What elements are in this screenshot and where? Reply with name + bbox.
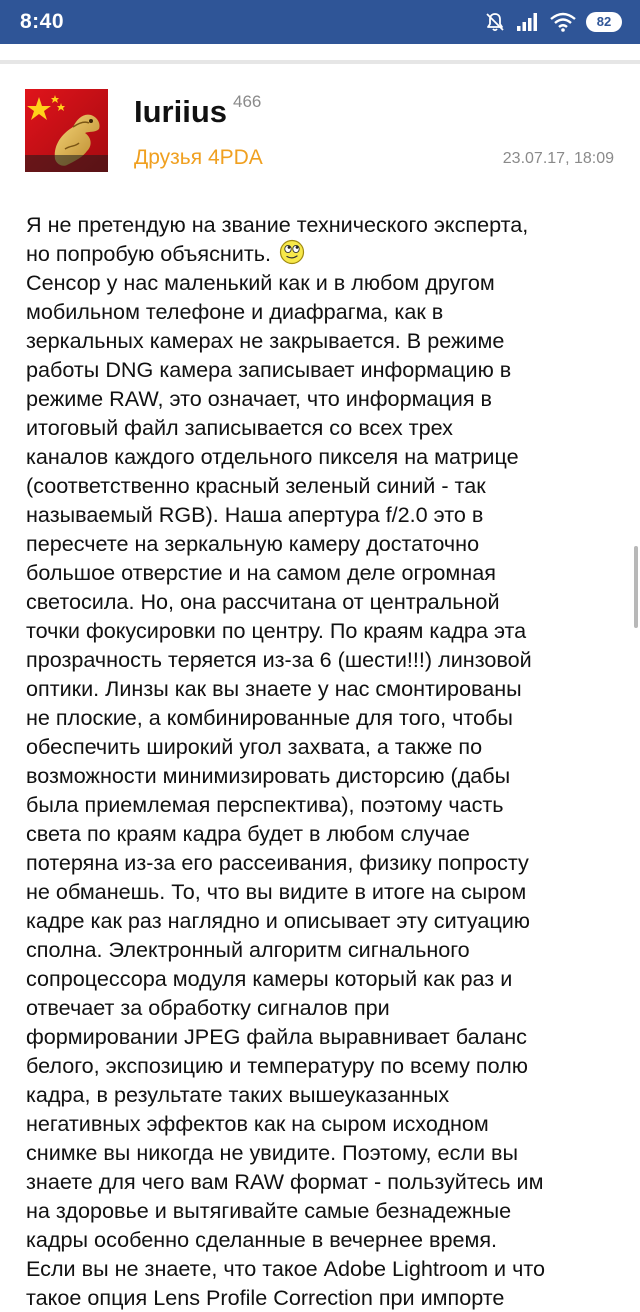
mute-bell-icon xyxy=(484,11,506,33)
status-bar xyxy=(0,0,640,44)
post-text-line: Если вы не знаете, что такое Adobe Lightroom и что xyxy=(26,1256,546,1281)
scrollbar-thumb[interactable] xyxy=(634,546,638,628)
post-date: 23.07.17, 18:09 xyxy=(502,150,614,167)
post-text-line: белого, экспозицию и температуру по всему полю xyxy=(26,1053,528,1078)
post-text-line: была приемлемая перспектива), поэтому часть xyxy=(26,792,504,817)
post-text-line: знаете для чего вам RAW формат - пользуйтесь им xyxy=(26,1169,544,1194)
post-text-line: обеспечить широкий угол захвата, а также по xyxy=(26,734,483,759)
post-text-line: мобильном телефоне и диафрагма, как в xyxy=(26,299,444,324)
post-text-line: света по краям кадра будет в любом случае xyxy=(26,821,470,846)
post-text-line: негативных эффектов как на сыром исходном xyxy=(26,1111,489,1136)
post-text-fragment: но попробую объяснить. xyxy=(26,241,272,266)
post-text-line: (соответственно красный зеленый синий - так xyxy=(26,473,486,498)
avatar[interactable] xyxy=(25,89,108,172)
post-text-line: возможности минимизировать дисторсию (дабы xyxy=(26,763,511,788)
post-text-line: пересчете на зеркальную камеру достаточно xyxy=(26,531,480,556)
post-text-line: на здоровье и вытягивайте самые безнадежные xyxy=(26,1198,512,1223)
post-text-line: итоговый файл записывается со всех трех xyxy=(26,415,453,440)
signal-icon xyxy=(516,12,540,32)
status-icons xyxy=(484,9,622,35)
post-text-line xyxy=(26,239,618,268)
post-text-line: Я не претендую на звание технического эксперта, xyxy=(26,212,529,237)
reputation-count[interactable]: 466 xyxy=(233,92,262,111)
post-text-line: работы DNG камера записывает информацию в xyxy=(26,357,512,382)
post-text-line: режиме RAW, это означает, что информация в xyxy=(26,386,493,411)
post-text-line: Сенсор у нас маленький как и в любом другом xyxy=(26,270,495,295)
post-text-line: кадре как раз наглядно и описывает эту ситуацию xyxy=(26,908,530,933)
battery-level: 82 xyxy=(596,14,612,29)
post-text-line: сполна. Электронный алгоритм сигнального xyxy=(26,937,470,962)
post-header xyxy=(0,64,640,204)
wifi-icon xyxy=(550,12,576,32)
post-text-line: не обманешь. То, что вы видите в итоге на сыром xyxy=(26,879,527,904)
post-text-line: точки фокусировки по центру. По краям кадра эта xyxy=(26,618,527,643)
post-text-line: прозрачность теряется из-за 6 (шести!!!) линзовой xyxy=(26,647,532,672)
post-body xyxy=(26,210,618,1312)
post-text-line: кадра, в результате таких вышеуказанных xyxy=(26,1082,450,1107)
post-text-line: оптики. Линзы как вы знаете у нас смонтированы xyxy=(26,676,522,701)
post-text-line: отвечает за обработку сигналов при xyxy=(26,995,390,1020)
post-text-line: называемый RGB). Наша апертура f/2.0 это в xyxy=(26,502,484,527)
post-text-line: снимке вы никогда не увидите. Поэтому, если вы xyxy=(26,1140,519,1165)
username-link[interactable]: Iuriius xyxy=(134,94,228,129)
post-text-line: светосила. Но, она рассчитана от центральной xyxy=(26,589,500,614)
post-text-line: не плоские, а комбинированные для того, чтобы xyxy=(26,705,513,730)
post-text-line: кадры особенно сделанные в вечернее время. xyxy=(26,1227,498,1252)
post-text-line: каналов каждого отдельного пикселя на матрице xyxy=(26,444,519,469)
post-text-line: большое отверстие и на самом деле огромная xyxy=(26,560,496,585)
user-group: Друзья 4PDA xyxy=(134,146,263,169)
post-text-line: сопроцессора модуля камеры который как раз и xyxy=(26,966,513,991)
post-text-line: формировании JPEG файла выравнивает баланс xyxy=(26,1024,527,1049)
battery-icon xyxy=(586,12,622,32)
status-time: 8:40 xyxy=(20,10,65,33)
post-text-line: потеряна из-за его рассеивания, физику попросту xyxy=(26,850,529,875)
post-text-line: такое опция Lens Profile Correction при импорте xyxy=(26,1285,505,1310)
post-text-line: зеркальных камерах не закрывается. В режиме xyxy=(26,328,505,353)
